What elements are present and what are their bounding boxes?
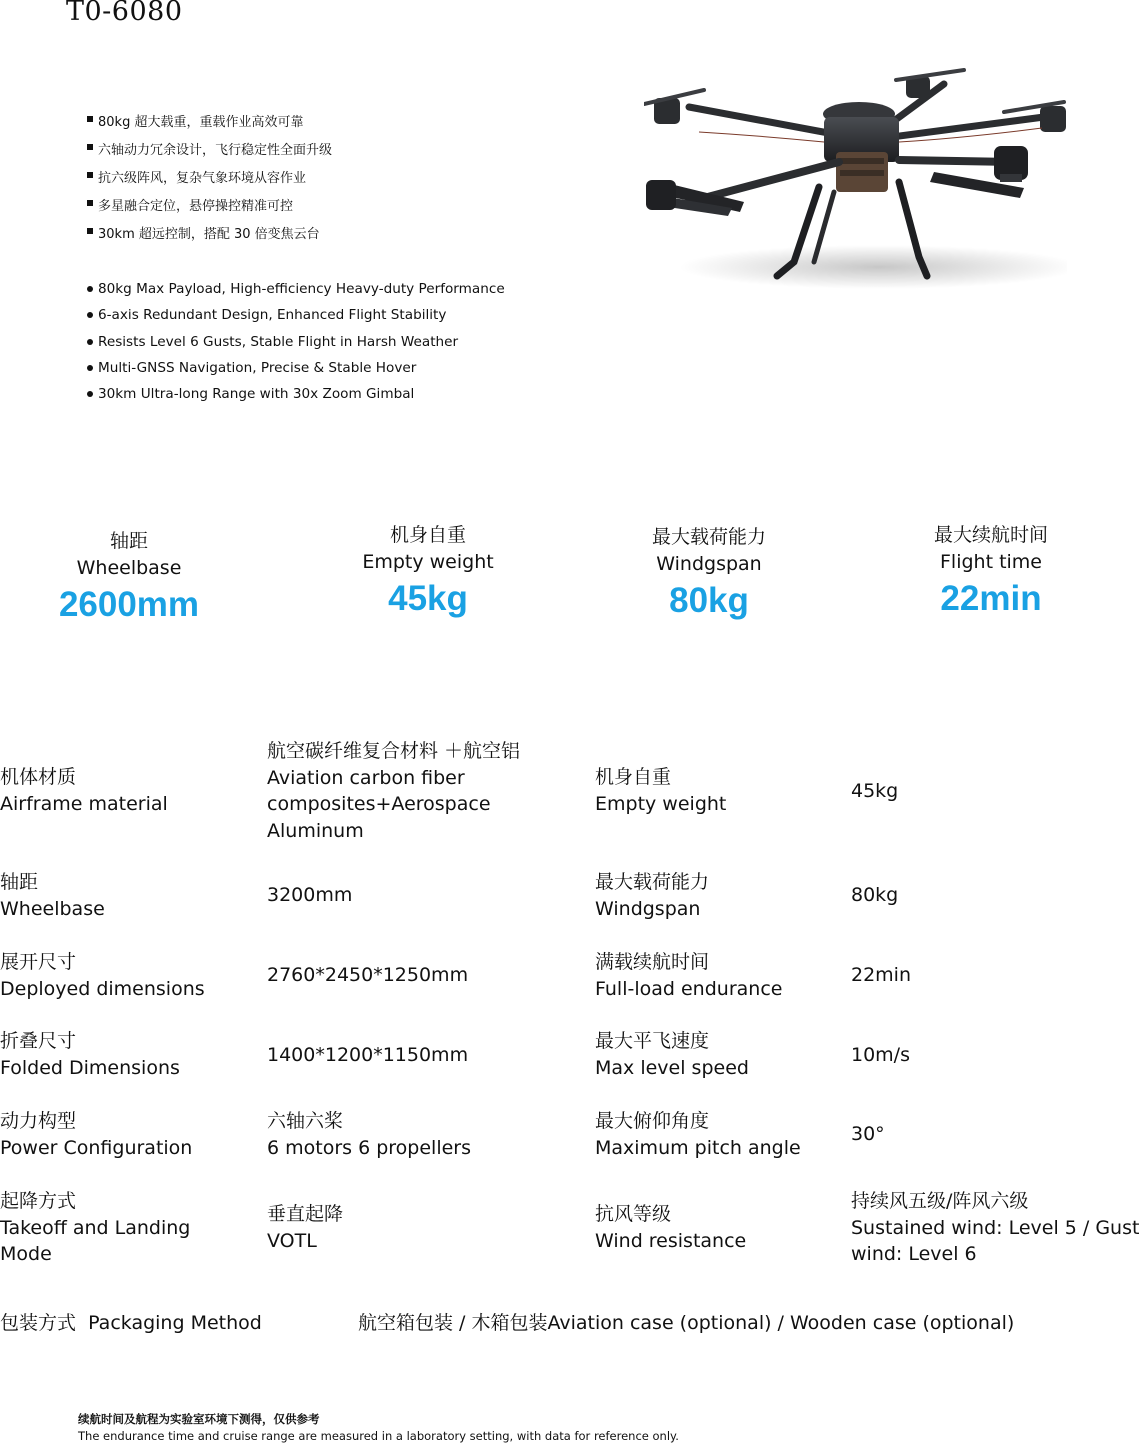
feature-item-en: 80kg Max Payload, High-efficiency Heavy-duty Performance	[86, 279, 505, 305]
highlight-value: 80kg	[669, 581, 749, 620]
highlight-label-en: Empty weight	[362, 551, 494, 573]
drone-image	[644, 62, 1067, 294]
feature-list-en	[86, 279, 505, 410]
spec-value: 3200mm	[267, 884, 353, 906]
spec-label: 满载续航时间 Full-load endurance	[595, 951, 783, 1000]
highlight-label-cn: 最大载荷能力	[651, 526, 766, 548]
spec-value: 10m/s	[851, 1044, 910, 1066]
highlight-max-payload	[569, 522, 849, 624]
spec-value: 30°	[851, 1123, 885, 1145]
spec-value: 22min	[851, 964, 912, 986]
footnote-en: The endurance time and cruise range are measured in a laboratory setting, with data for reference only.	[78, 1429, 679, 1443]
spec-label: 折叠尺寸 Folded Dimensions	[0, 1030, 180, 1079]
spec-label: 轴距 Wheelbase	[0, 871, 105, 920]
spec-value: 航空碳纤维复合材料 ＋航空铝 Aviation carbon fiber composites+Aerospace Aluminum	[267, 740, 521, 842]
footnote-cn: 续航时间及航程为实验室环境下测得，仅供参考	[78, 1412, 320, 1426]
feature-item-cn: 30km 超远控制，搭配 30 倍变焦云台	[86, 225, 332, 253]
highlight-value: 22min	[940, 579, 1042, 618]
highlight-label-en: Windgspan	[656, 553, 762, 575]
spec-value: 1400*1200*1150mm	[267, 1044, 469, 1066]
spec-value: 2760*2450*1250mm	[267, 964, 469, 986]
feature-item-en: Resists Level 6 Gusts, Stable Flight in Harsh Weather	[86, 332, 505, 358]
model-title: T0-6080	[66, 0, 183, 27]
spec-value: 80kg	[851, 884, 899, 906]
packaging-value: 航空箱包装 / 木箱包装Aviation case (optional) / Wooden case (optional)	[358, 1312, 1015, 1334]
highlight-value: 2600mm	[58, 585, 200, 624]
feature-item-cn: 多星融合定位，悬停操控精准可控	[86, 197, 332, 225]
spec-label: 机体材质 Airframe material	[0, 766, 168, 815]
spec-label: 最大载荷能力 Windgspan	[595, 871, 710, 920]
spec-value: 垂直起降 VOTL	[267, 1203, 344, 1252]
feature-item-cn: 抗六级阵风，复杂气象环境从容作业	[86, 169, 332, 197]
feature-list-cn	[86, 113, 332, 253]
feature-item-cn: 80kg 超大载重，重载作业高效可靠	[86, 113, 332, 141]
hexacopter-drone-icon	[644, 62, 1067, 294]
spec-label: 最大俯仰角度 Maximum pitch angle	[595, 1110, 801, 1159]
highlight-flight-time	[851, 522, 1131, 622]
highlight-label-cn: 轴距	[109, 530, 148, 552]
highlight-label-en: Wheelbase	[76, 557, 182, 579]
feature-item-en: 30km Ultra-long Range with 30x Zoom Gimbal	[86, 384, 505, 410]
feature-item-en: Multi-GNSS Navigation, Precise & Stable Hover	[86, 358, 505, 384]
highlight-empty-weight	[288, 522, 568, 622]
spec-label: 机身自重 Empty weight	[595, 766, 727, 815]
footnote	[78, 1411, 679, 1445]
spec-value: 持续风五级/阵风六级 Sustained wind: Level 5 / Gust wind: Level 6	[851, 1190, 1140, 1265]
feature-item-en: 6-axis Redundant Design, Enhanced Flight Stability	[86, 305, 505, 331]
feature-item-cn: 六轴动力冗余设计，飞行稳定性全面升级	[86, 141, 332, 169]
highlight-label-cn: 最大续航时间	[933, 524, 1048, 546]
spec-label: 最大平飞速度 Max level speed	[595, 1030, 749, 1079]
highlight-label-cn: 机身自重	[389, 524, 466, 546]
spec-value: 六轴六桨 6 motors 6 propellers	[267, 1110, 471, 1159]
spec-label: 起降方式 Takeoff and Landing Mode	[0, 1190, 191, 1265]
highlight-value: 45kg	[388, 579, 468, 618]
spec-label: 抗风等级 Wind resistance	[595, 1203, 747, 1252]
spec-label: 展开尺寸 Deployed dimensions	[0, 951, 205, 1000]
packaging-label: 包装方式 Packaging Method	[0, 1312, 262, 1334]
spec-value: 45kg	[851, 780, 899, 802]
highlight-label-en: Flight time	[939, 551, 1042, 573]
highlight-wheelbase	[0, 522, 269, 628]
spec-label: 动力构型 Power Configuration	[0, 1110, 193, 1159]
